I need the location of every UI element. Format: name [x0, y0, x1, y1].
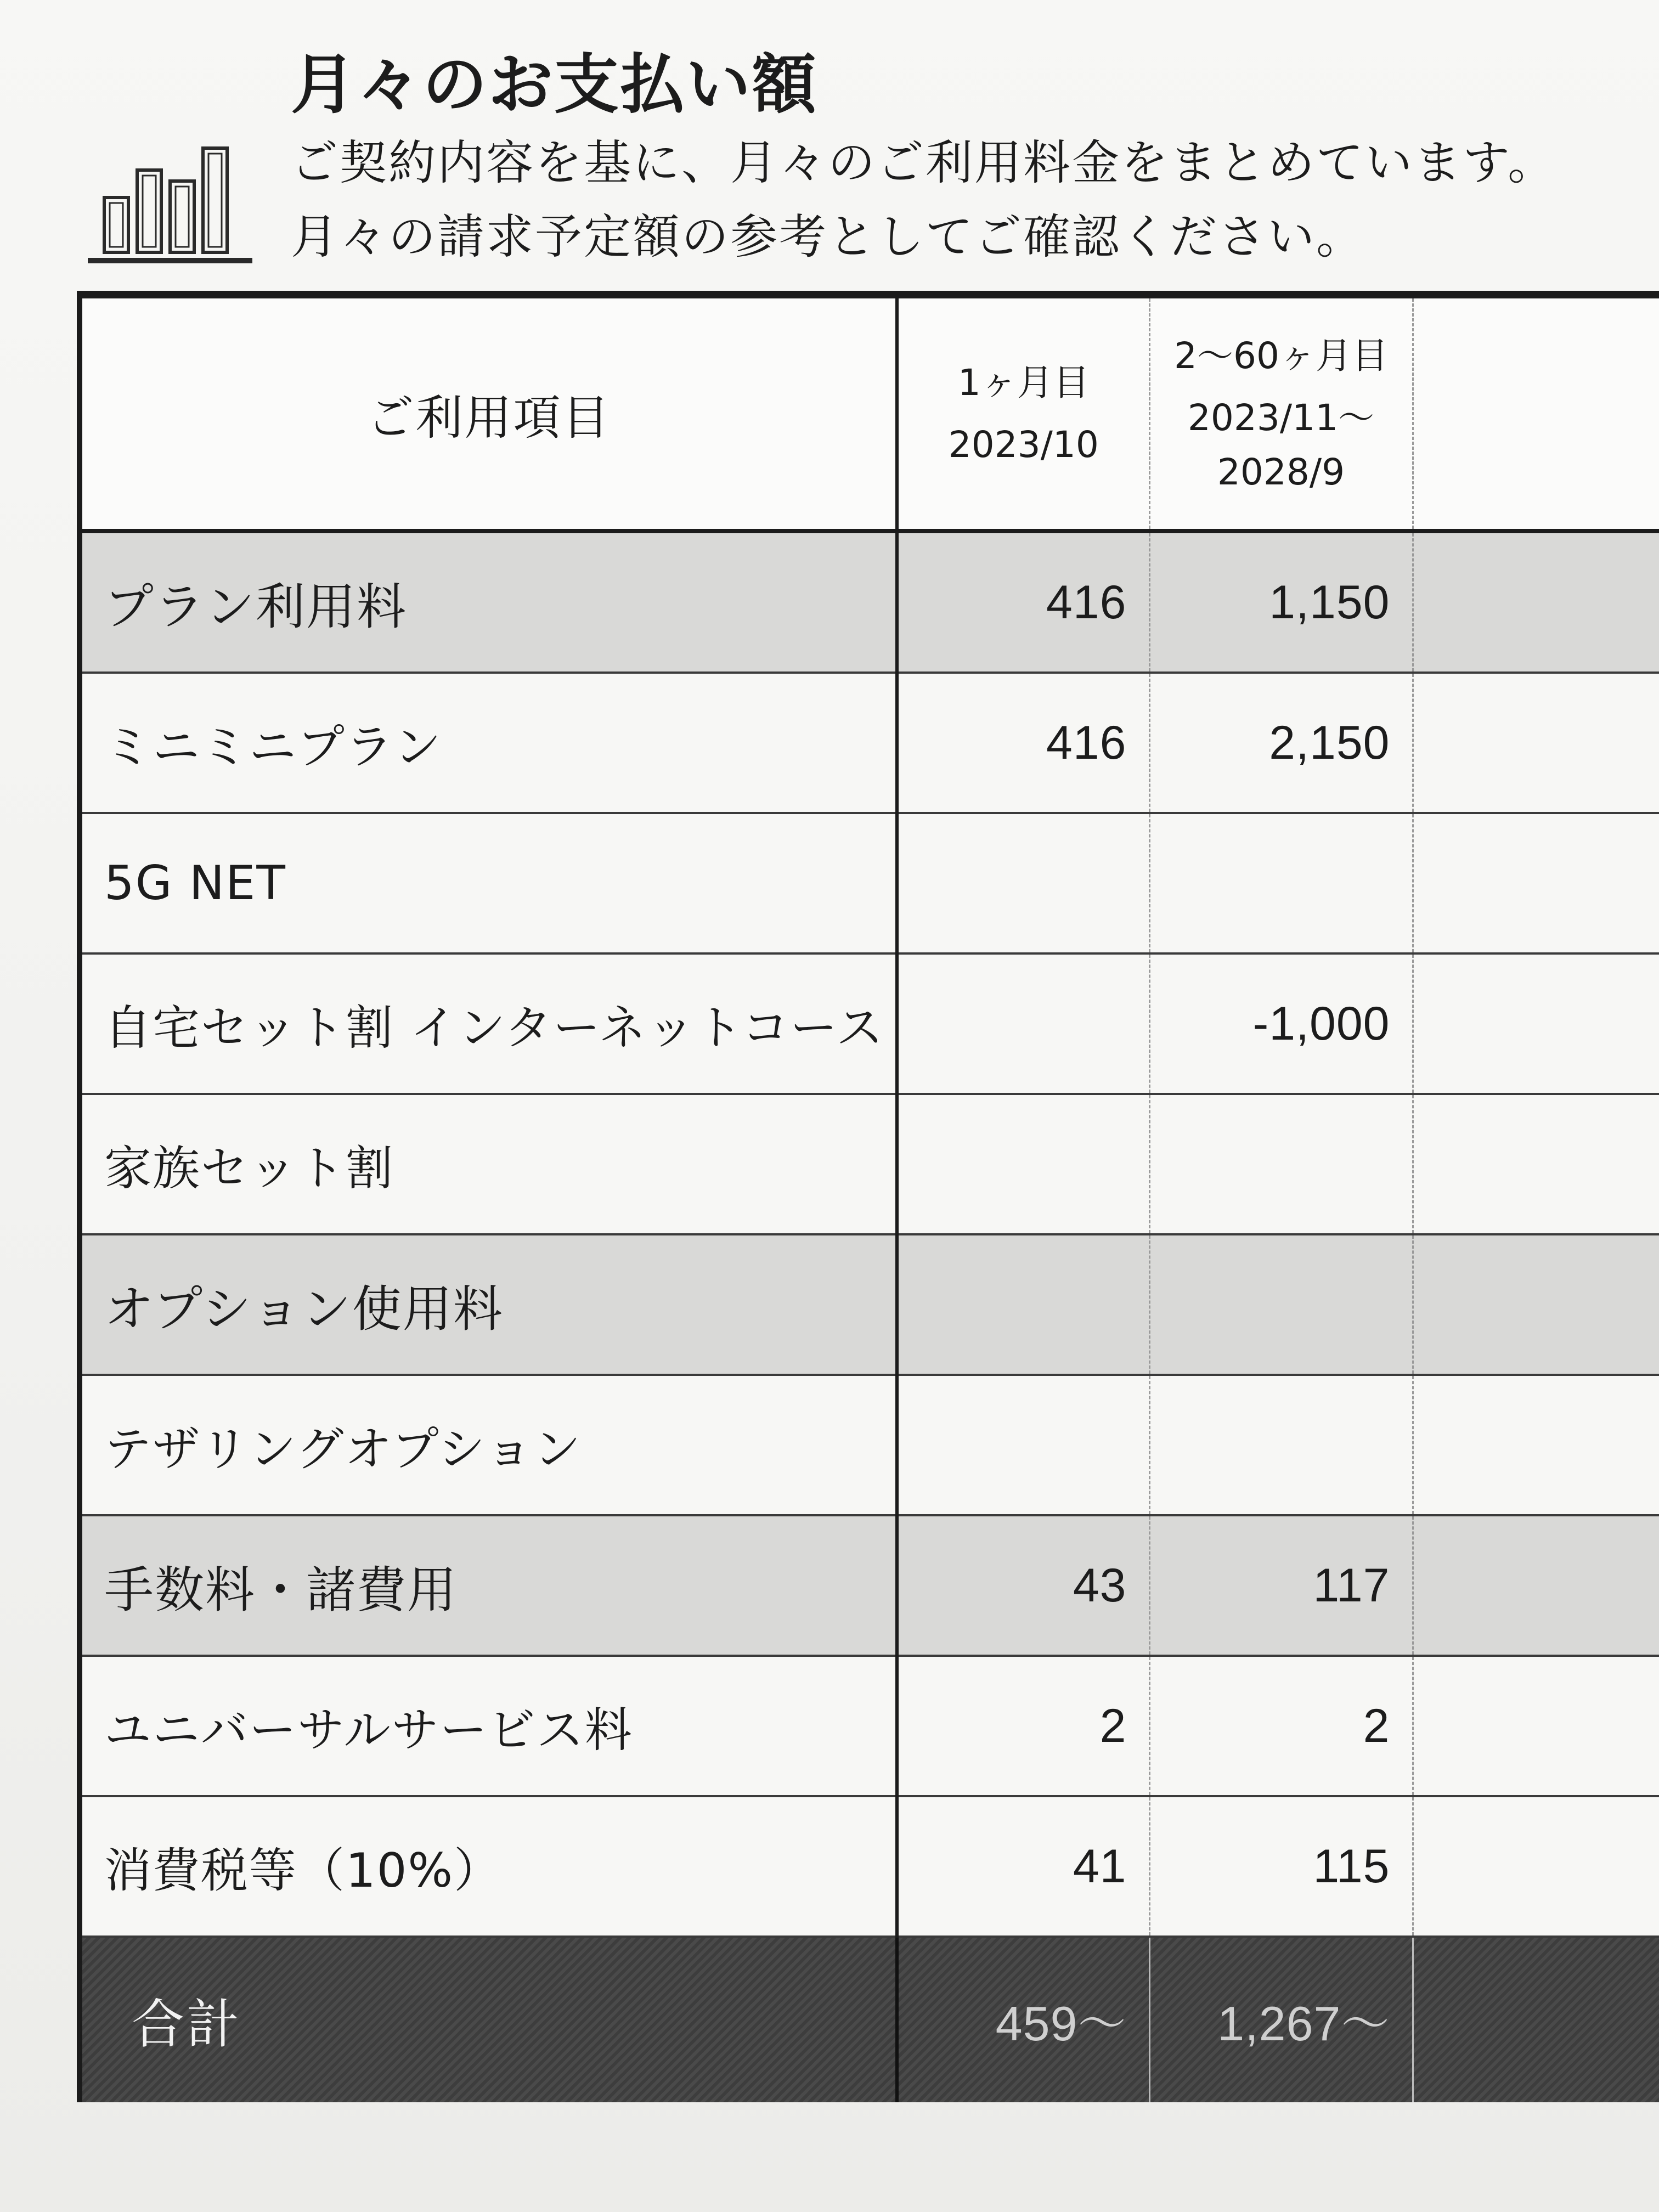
month-1-value: 2: [897, 1656, 1149, 1796]
month-1-value: [897, 1375, 1149, 1515]
total-month-2-60: 1,267〜: [1149, 1937, 1413, 2102]
table-row: [80, 1375, 1659, 1515]
page-title: 月々のお支払い額: [291, 47, 818, 122]
month-1-value: 43: [897, 1515, 1149, 1656]
next-period-value: [1413, 953, 1659, 1094]
next-period-value: [1413, 1234, 1659, 1375]
month-1-value: [897, 813, 1149, 953]
item-cell: オプション使用料: [80, 1234, 897, 1375]
table-row: [80, 1094, 1659, 1234]
month-2-60-value: [1149, 1234, 1413, 1375]
item-cell: 家族セット割: [80, 1094, 897, 1234]
next-period-value: [1413, 1515, 1659, 1656]
month-2-60-value: 117: [1149, 1515, 1413, 1656]
month-2-60-value: [1149, 1094, 1413, 1234]
month-2-60-value: 115: [1149, 1796, 1413, 1937]
item-cell: 自宅セット割 インターネットコース: [80, 953, 897, 1094]
item-cell: プラン利用料: [80, 531, 897, 673]
description-line-1: ご契約内容を基に、月々のご利用料金をまとめています。: [291, 136, 1557, 190]
item-cell: 消費税等（10%）: [80, 1796, 897, 1937]
item-cell: ミニミニプラン: [80, 673, 897, 813]
item-cell: 手数料・諸費用: [80, 1515, 897, 1656]
table-row: [80, 1515, 1659, 1656]
total-row: [80, 1937, 1659, 2102]
column-header-next: [1413, 295, 1659, 531]
column-period: 2023/10: [948, 424, 1099, 466]
month-1-value: [897, 1234, 1149, 1375]
table-row: [80, 1656, 1659, 1796]
item-cell: テザリングオプション: [80, 1375, 897, 1515]
item-cell: 5G NET: [80, 813, 897, 953]
month-1-value: 416: [897, 531, 1149, 673]
table-row: [80, 1796, 1659, 1937]
total-next-period: [1413, 1937, 1659, 2102]
fee-table-container: [77, 291, 1659, 2200]
month-2-60-value: 2: [1149, 1656, 1413, 1796]
bar-chart-icon: [82, 104, 258, 269]
column-header-month-1: [897, 295, 1149, 531]
table-header-row: [80, 295, 1659, 531]
next-period-value: [1413, 1375, 1659, 1515]
description-line-2: 月々の請求予定額の参考としてご確認ください。: [291, 210, 1365, 264]
table-row: [80, 673, 1659, 813]
total-month-1: 459〜: [897, 1937, 1149, 2102]
next-period-value: [1413, 531, 1659, 673]
month-1-value: 41: [897, 1796, 1149, 1937]
next-period-value: [1413, 1656, 1659, 1796]
column-label: 2〜60ヶ月目: [1174, 334, 1388, 377]
item-cell: ユニバーサルサービス料: [80, 1656, 897, 1796]
month-2-60-value: [1149, 1375, 1413, 1515]
column-header-month-2-60: [1149, 295, 1413, 531]
month-1-value: 416: [897, 673, 1149, 813]
month-2-60-value: 2,150: [1149, 673, 1413, 813]
fee-table: [77, 291, 1659, 2102]
next-period-value: [1413, 1094, 1659, 1234]
table-row: [80, 813, 1659, 953]
month-1-value: [897, 953, 1149, 1094]
column-header-item: ご利用項目: [80, 295, 897, 531]
next-period-value: [1413, 1796, 1659, 1937]
month-1-value: [897, 1094, 1149, 1234]
header-section: [82, 38, 1651, 280]
table-row: [80, 953, 1659, 1094]
month-2-60-value: [1149, 813, 1413, 953]
month-2-60-value: 1,150: [1149, 531, 1413, 673]
table-row: [80, 531, 1659, 673]
total-label: 合計: [80, 1937, 897, 2102]
column-label: 1ヶ月目: [957, 362, 1090, 404]
next-period-value: [1413, 813, 1659, 953]
table-row: [80, 1234, 1659, 1375]
column-period: 2023/11〜 2028/9: [1187, 396, 1375, 493]
next-period-value: [1413, 673, 1659, 813]
month-2-60-value: -1,000: [1149, 953, 1413, 1094]
